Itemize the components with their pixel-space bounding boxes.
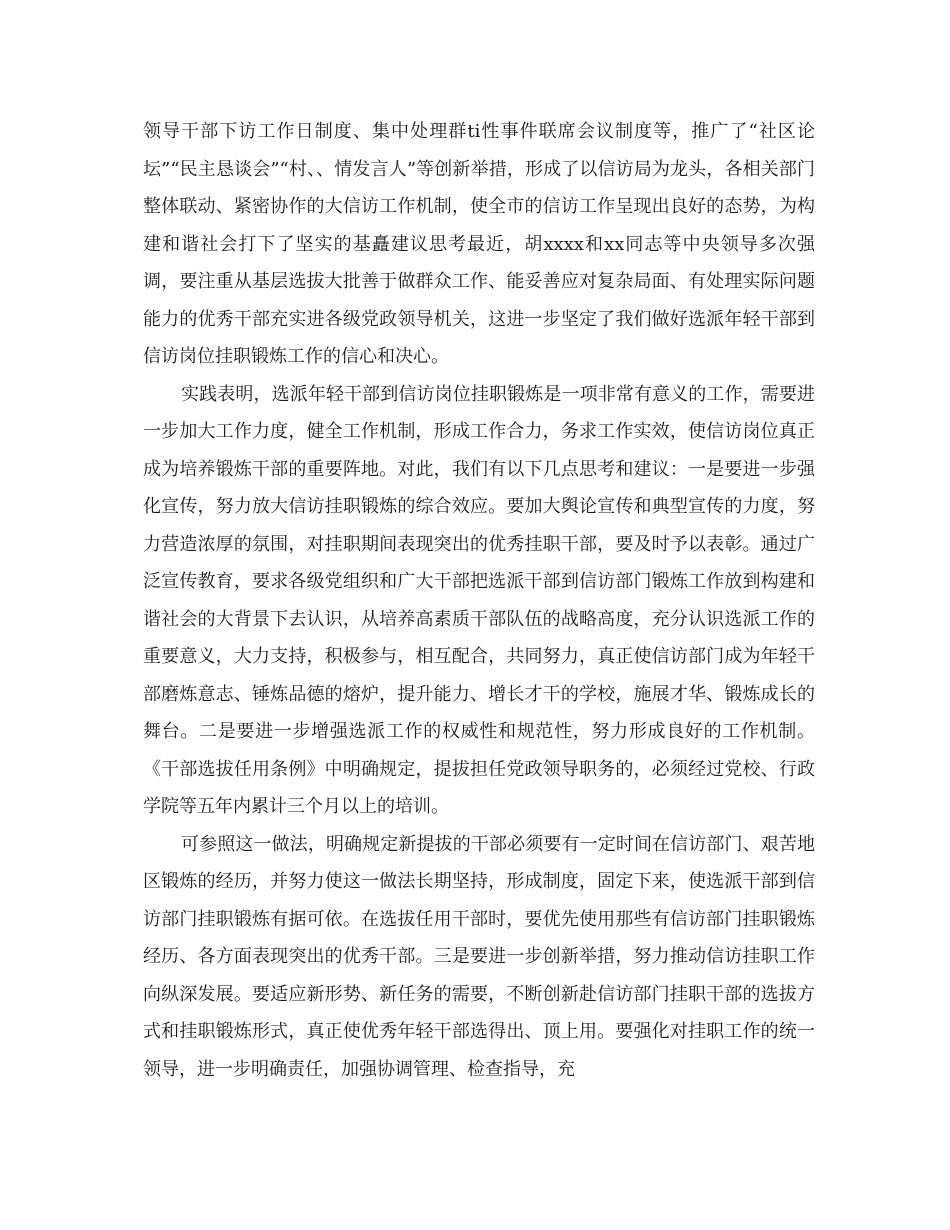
- paragraph-1: 领导干部下访工作日制度、集中处理群ti性事件联席会议制度等，推广了“社区论坛”“民主恳谈会”“村、、情发言人”等创新举措，形成了以信访局为龙头，各相关部门整体联动、紧密协作的大信访工作机制，使全市的信访工作呈现出良好的态势，为构建和谐社会打下了坚实的基矗建议思考最近，胡xxxx和xx同志等中央领导多次强调，要注重从基层选拔大批善于做群众工作、能妥善应对复杂局面、有处理实际问题能力的优秀干部充实进各级党政领导机关，这进一步坚定了我们做好选派年轻干部到信访岗位挂职锻炼工作的信心和决心。: [143, 121, 815, 367]
- paragraph-2: 实践表明，选派年轻干部到信访岗位挂职锻炼是一项非常有意义的工作，需要进一步加大工作力度，健全工作机制，形成工作合力，务求工作实效，使信访岗位真正成为培养锻炼干部的重要阵地。对此，我们有以下几点思考和建议：一是要进一步强化宣传，努力放大信访挂职锻炼的综合效应。要加大舆论宣传和典型宣传的力度，努力营造浓厚的氛围，对挂职期间表现突出的优秀挂职干部，要及时予以表彰。通过广泛宣传教育，要求各级党组织和广大干部把选派干部到信访部门锻炼工作放到构建和谐社会的大背景下去认识，从培养高素质干部队伍的战略高度，充分认识选派工作的重要意义，大力支持，积极参与，相互配合，共同努力，真正使信访部门成为年轻干部磨炼意志、锤炼品德的熔炉，提升能力、增长才干的学校，施展才华、锻炼成长的舞台。二是要进一步增强选派工作的权威性和规范性，努力形成良好的工作机制。《干部选拔任用条例》中明确规定，提拔担任党政领导职务的，必须经过党校、行政学院等五年内累计三个月以上的培训。: [143, 383, 815, 817]
- document-body: [143, 113, 815, 1088]
- paragraph-3: 可参照这一做法，明确规定新提拔的干部必须要有一定时间在信访部门、艰苦地区锻炼的经历，并努力使这一做法长期坚持，形成制度，固定下来，使选派干部到信访部门挂职锻炼有据可依。在选拔任用干部时，要优先使用那些有信访部门挂职锻炼经历、各方面表现突出的优秀干部。三是要进一步创新举措，努力推动信访挂职工作向纵深发展。要适应新形势、新任务的需要，不断创新赴信访部门挂职干部的选拔方式和挂职锻炼形式，真正使优秀年轻干部选得出、顶上用。要强化对挂职工作的统一领导，进一步明确责任，加强协调管理、检查指导，充: [143, 833, 815, 1080]
